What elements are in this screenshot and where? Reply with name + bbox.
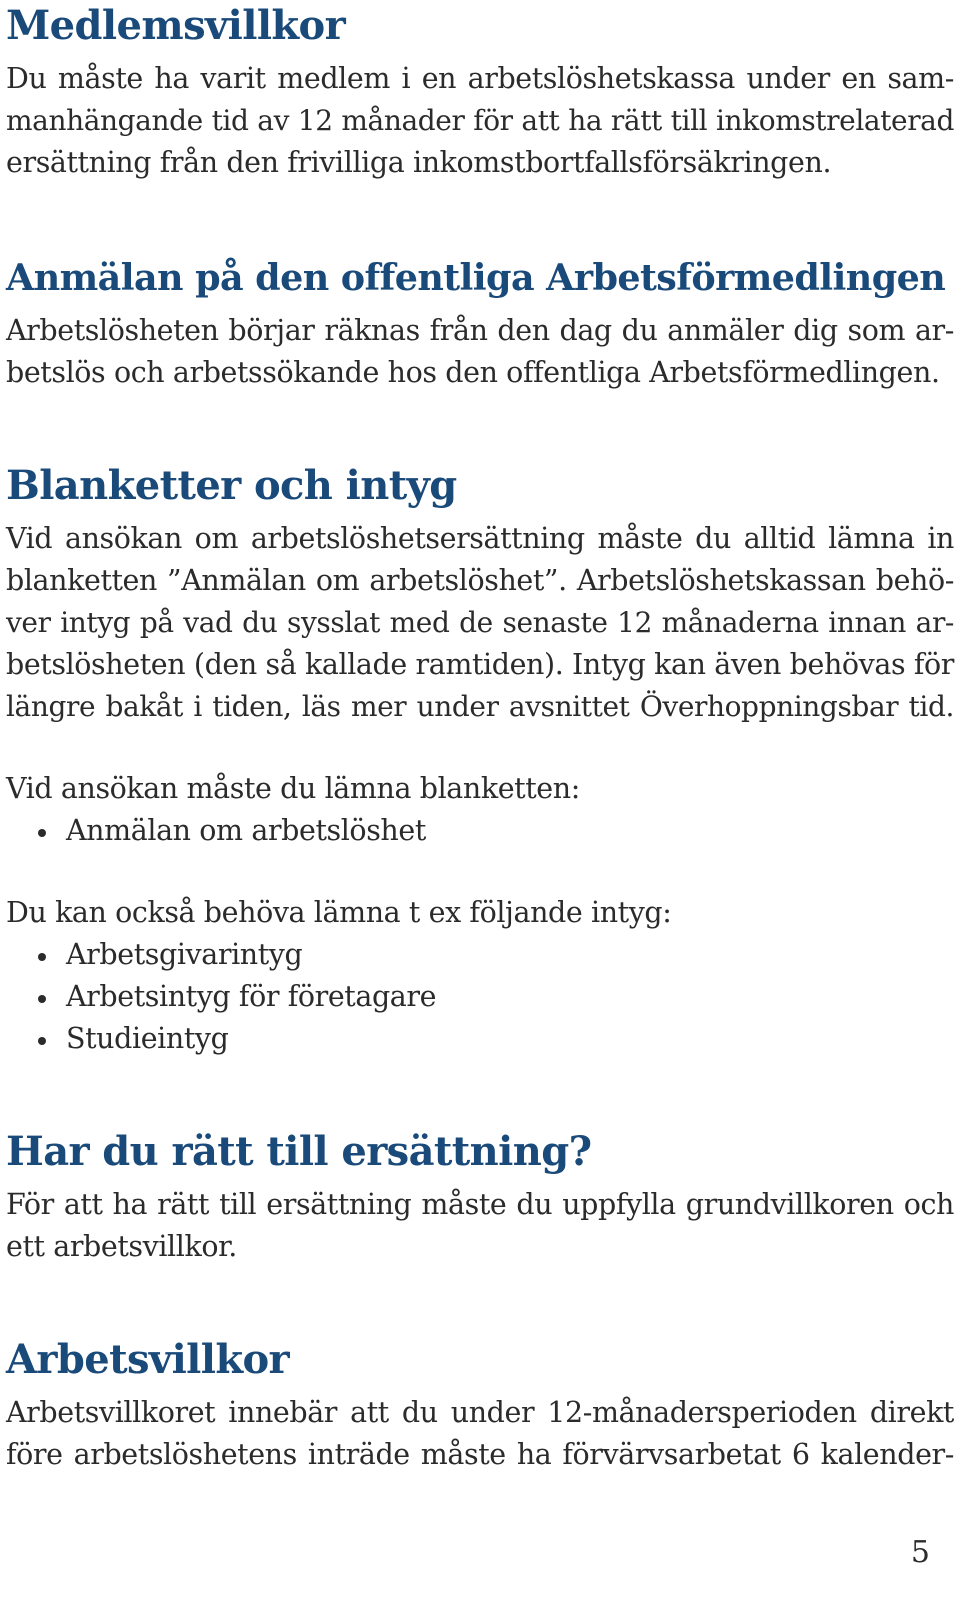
section-heading: Blanketter och intyg <box>6 462 457 509</box>
body-line: Vid ansökan om arbetslöshetsersättning måste du alltid lämna in <box>6 522 954 555</box>
body-line: före arbetslöshetens inträde måste ha förvärvsarbetat 6 kalender- <box>6 1438 954 1471</box>
section-arbetsvillkor <box>6 1334 954 1476</box>
required-form-list <box>6 810 954 852</box>
section-body <box>6 58 954 184</box>
section-body <box>6 1392 954 1476</box>
section-heading: Medlemsvillkor <box>6 2 346 49</box>
list-intro: Vid ansökan måste du lämna blanketten: <box>6 772 580 805</box>
body-line: betslösheten (den så kallade ramtiden). Intyg kan även behövas för <box>6 648 954 681</box>
body-line: blanketten ”Anmälan om arbetslöshet”. Arbetslöshetskassan behö- <box>6 564 954 597</box>
section-body <box>6 310 954 394</box>
section-heading: Arbetsvillkor <box>6 1336 290 1383</box>
optional-certificates-list <box>6 934 954 1060</box>
body-line: Arbetsvillkoret innebär att du under 12-månadersperioden direkt <box>6 1396 954 1429</box>
list-item <box>6 1018 954 1060</box>
section-heading: Anmälan på den offentliga Arbetsförmedlingen <box>6 256 946 299</box>
list-item-label: Anmälan om arbetslöshet <box>66 814 426 847</box>
list-item-label: Arbetsintyg för företagare <box>66 980 437 1013</box>
list-item-label: Studieintyg <box>66 1022 229 1055</box>
section-anmalan <box>6 252 954 394</box>
body-line: ersättning från den frivilliga inkomstbortfallsförsäkringen. <box>6 146 832 179</box>
list-item-label: Arbetsgivarintyg <box>66 938 303 971</box>
body-line: Du måste ha varit medlem i en arbetslöshetskassa under en sam- <box>6 62 954 95</box>
list-intro: Du kan också behöva lämna t ex följande intyg: <box>6 896 672 929</box>
bullet-icon <box>38 1037 46 1045</box>
bullet-icon <box>38 829 46 837</box>
required-form-block <box>6 768 954 852</box>
bullet-icon <box>38 953 46 961</box>
list-item <box>6 976 954 1018</box>
optional-certificates-block <box>6 892 954 1060</box>
page-number: 5 <box>910 1535 930 1570</box>
section-medlemsvillkor <box>6 0 954 184</box>
body-line: längre bakåt i tiden, läs mer under avsnittet Överhoppningsbar tid. <box>6 690 954 723</box>
list-item <box>6 934 954 976</box>
body-line: ett arbetsvillkor. <box>6 1230 237 1263</box>
section-ratt-till-ersattning <box>6 1126 954 1268</box>
body-line: manhängande tid av 12 månader för att ha rätt till inkomstrelaterad <box>6 104 954 137</box>
body-line: betslös och arbetssökande hos den offentliga Arbetsförmedlingen. <box>6 356 940 389</box>
body-line: ver intyg på vad du sysslat med de senaste 12 månaderna innan ar- <box>6 606 954 639</box>
body-line: För att ha rätt till ersättning måste du uppfylla grundvillkoren och <box>6 1188 954 1221</box>
body-line: Arbetslösheten börjar räknas från den dag du anmäler dig som ar- <box>6 314 954 347</box>
section-blanketter <box>6 460 954 1060</box>
section-body <box>6 1184 954 1268</box>
list-item <box>6 810 954 852</box>
section-heading: Har du rätt till ersättning? <box>6 1128 592 1175</box>
bullet-icon <box>38 995 46 1003</box>
section-body <box>6 518 954 728</box>
